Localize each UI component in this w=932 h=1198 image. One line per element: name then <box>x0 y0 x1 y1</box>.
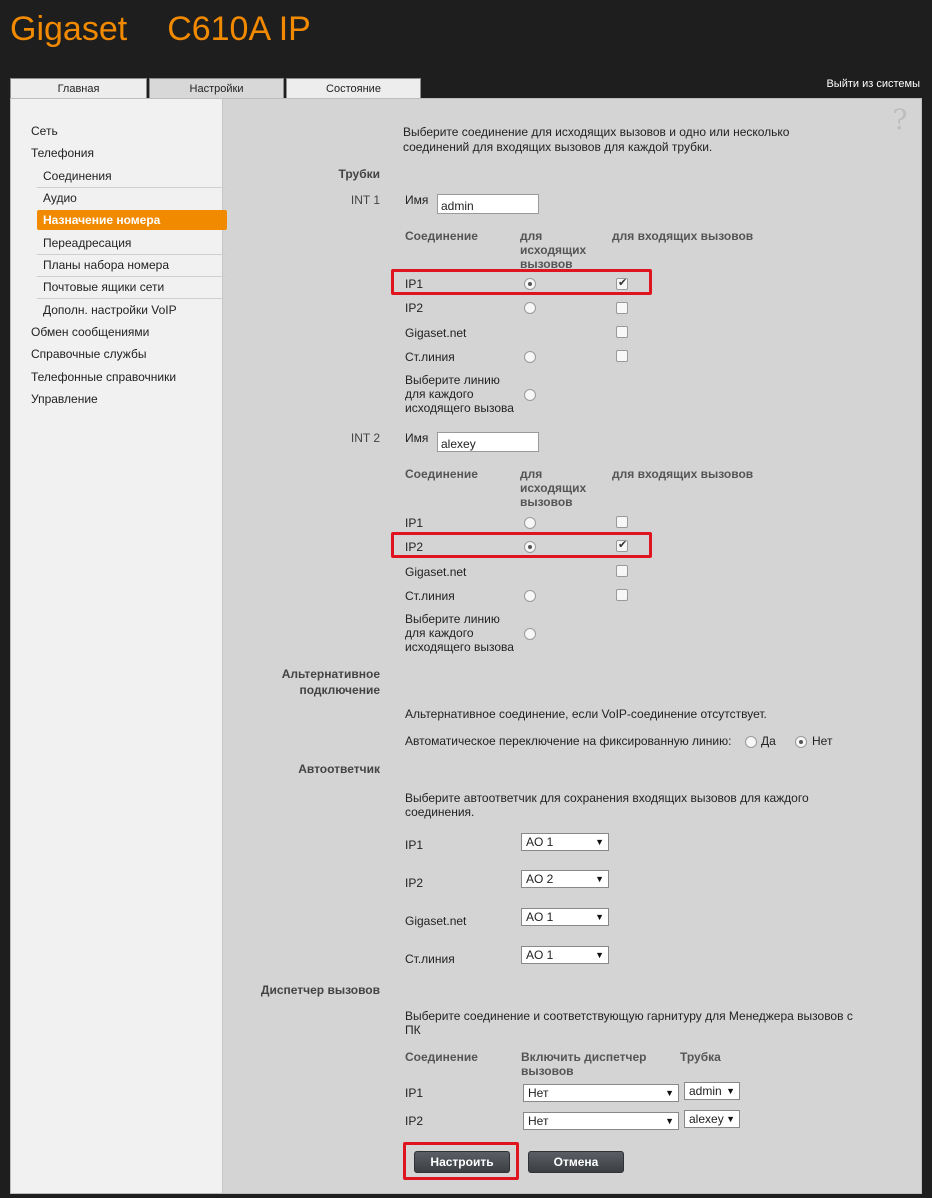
col-outgoing-header-line: для <box>520 229 543 243</box>
cm-col-enable-line: вызовов <box>521 1064 574 1078</box>
section-alternative-connection <box>223 666 380 698</box>
sidebar-item-forwarding[interactable]: Переадресация <box>43 236 132 250</box>
conn-label-ip1: IP1 <box>405 516 424 530</box>
cm-ip2-handset-value: alexey <box>689 1112 724 1126</box>
am-ip1-value: AO 1 <box>526 835 554 849</box>
brand-name: Gigaset <box>10 10 128 48</box>
conn-label-ip1: IP1 <box>405 277 424 291</box>
int2-ip1-incoming-checkbox[interactable] <box>616 516 628 528</box>
sidebar-item-management[interactable]: Управление <box>31 392 98 406</box>
sidebar-item-network-mailboxes[interactable]: Почтовые ящики сети <box>43 280 165 294</box>
am-fixedline-select[interactable] <box>521 946 609 964</box>
sidebar-item-network[interactable]: Сеть <box>31 124 58 138</box>
tab-status[interactable]: Состояние <box>286 78 421 98</box>
cm-conn-ip2: IP2 <box>405 1114 424 1128</box>
nav-divider <box>37 298 227 299</box>
int2-ip1-outgoing-radio[interactable] <box>524 517 536 529</box>
am-conn-ip2: IP2 <box>405 876 424 890</box>
cm-conn-ip1: IP1 <box>405 1086 424 1100</box>
conn-label-fixed-line: Ст.линия <box>405 589 455 603</box>
cm-ip1-enable-select[interactable] <box>523 1084 679 1102</box>
chevron-down-icon: ▼ <box>595 950 604 960</box>
int1-fixedline-incoming-checkbox[interactable] <box>616 350 628 362</box>
conn-label-gigaset-net: Gigaset.net <box>405 326 467 340</box>
col-outgoing-header <box>520 467 586 509</box>
cm-ip1-handset-value: admin <box>689 1084 722 1098</box>
select-line-text-line: Выберите линию <box>405 373 500 387</box>
conn-label-ip2: IP2 <box>405 301 424 315</box>
int2-gigasetnet-incoming-checkbox[interactable] <box>616 565 628 577</box>
sidebar <box>11 99 223 1193</box>
conn-label-ip2: IP2 <box>405 540 424 554</box>
sidebar-item-messaging[interactable]: Обмен сообщениями <box>31 325 150 339</box>
select-line-text-line: для каждого <box>405 387 474 401</box>
col-outgoing-header-line: исходящих <box>520 243 587 257</box>
section-alternative-line: Альтернативное <box>281 667 380 681</box>
cm-col-connection: Соединение <box>405 1050 478 1064</box>
section-alternative-line: подключение <box>299 683 380 697</box>
section-handsets: Трубки <box>338 167 380 181</box>
cm-ip1-enable-value: Нет <box>528 1086 549 1100</box>
alt-description: Альтернативное соединение, если VoIP-соединение отсутствует. <box>405 707 767 721</box>
name-label: Имя <box>405 431 429 445</box>
highlight-box <box>391 269 652 295</box>
sidebar-item-info-services[interactable]: Справочные службы <box>31 347 147 361</box>
alt-auto-switch-label: Автоматическое переключение на фиксированную линию: <box>405 734 732 748</box>
content-area <box>223 99 921 1193</box>
chevron-down-icon: ▼ <box>726 1086 735 1096</box>
chevron-down-icon: ▼ <box>595 837 604 847</box>
col-incoming-header: для входящих вызовов <box>612 467 754 481</box>
cm-description: Выберите соединение и соответствующую гарнитуру для Менеджера вызовов с <box>405 1009 853 1023</box>
chevron-down-icon: ▼ <box>665 1116 674 1126</box>
chevron-down-icon: ▼ <box>595 912 604 922</box>
cm-description: ПК <box>405 1023 421 1037</box>
int2-select-line-radio[interactable] <box>524 628 536 640</box>
section-call-manager: Диспетчер вызовов <box>260 983 380 997</box>
cm-ip1-handset-select[interactable] <box>684 1082 740 1100</box>
chevron-down-icon: ▼ <box>726 1114 735 1124</box>
logout-link[interactable]: Выйти из системы <box>826 78 920 90</box>
am-conn-ip1: IP1 <box>405 838 424 852</box>
int1-select-line-radio[interactable] <box>524 389 536 401</box>
alt-yes-label: Да <box>761 734 776 748</box>
tab-settings[interactable]: Настройки <box>149 78 284 100</box>
brand-logo <box>10 10 311 52</box>
alt-no-label: Нет <box>812 734 833 748</box>
chevron-down-icon: ▼ <box>595 874 604 884</box>
intro-text: соединений для входящих вызовов для каждой трубки. <box>403 140 713 154</box>
sidebar-item-audio[interactable]: Аудио <box>43 191 77 205</box>
col-outgoing-header-line: исходящих <box>520 481 587 495</box>
apply-button[interactable]: Настроить <box>414 1151 510 1173</box>
name-label: Имя <box>405 193 429 207</box>
am-conn-fixed-line: Ст.линия <box>405 952 455 966</box>
int2-fixedline-outgoing-radio[interactable] <box>524 590 536 602</box>
am-gigasetnet-value: AO 1 <box>526 910 554 924</box>
col-outgoing-header <box>520 229 586 271</box>
conn-label-fixed-line: Ст.линия <box>405 350 455 364</box>
col-outgoing-header-line: вызовов <box>520 257 573 271</box>
cancel-button[interactable]: Отмена <box>528 1151 624 1173</box>
cm-ip2-handset-select[interactable] <box>684 1110 740 1128</box>
cm-ip2-enable-value: Нет <box>528 1114 549 1128</box>
handset-int2-name-input[interactable] <box>437 432 539 452</box>
int1-ip2-incoming-checkbox[interactable] <box>616 302 628 314</box>
highlight-box <box>403 1142 519 1180</box>
sidebar-item-dial-plans[interactable]: Планы набора номера <box>43 258 169 272</box>
handset-int2-label: INT 2 <box>350 431 380 445</box>
int2-fixedline-incoming-checkbox[interactable] <box>616 589 628 601</box>
cm-col-handset: Трубка <box>680 1050 721 1064</box>
am-conn-gigaset-net: Gigaset.net <box>405 914 467 928</box>
tab-home[interactable]: Главная <box>10 78 147 98</box>
am-fixedline-value: AO 1 <box>526 948 554 962</box>
alt-no-radio[interactable] <box>795 736 807 748</box>
handset-int1-label: INT 1 <box>350 193 380 207</box>
help-icon[interactable]: ? <box>892 103 908 136</box>
select-line-text-line: Выберите линию <box>405 612 500 626</box>
col-incoming-header: для входящих вызовов <box>612 229 754 243</box>
main-frame <box>10 98 922 1194</box>
am-ip2-select[interactable] <box>521 870 609 888</box>
cm-col-enable-line: Включить диспетчер <box>521 1050 647 1064</box>
sidebar-item-telephony[interactable]: Телефония <box>31 146 94 160</box>
cm-ip2-enable-select[interactable] <box>523 1112 679 1130</box>
conn-label-gigaset-net: Gigaset.net <box>405 565 467 579</box>
col-connection-header: Соединение <box>405 467 478 481</box>
select-line-text-line: исходящего вызова <box>405 640 514 654</box>
sidebar-item-number-assignment[interactable]: Назначение номера <box>37 210 227 230</box>
cm-col-enable <box>521 1050 646 1078</box>
am-ip2-value: AO 2 <box>526 872 554 886</box>
select-line-text <box>405 373 514 415</box>
select-line-text-line: для каждого <box>405 626 474 640</box>
int1-fixedline-outgoing-radio[interactable] <box>524 351 536 363</box>
sidebar-item-directories[interactable]: Телефонные справочники <box>31 370 177 384</box>
int1-gigasetnet-incoming-checkbox[interactable] <box>616 326 628 338</box>
col-outgoing-header-line: для <box>520 467 543 481</box>
section-answering-machine: Автоответчик <box>298 762 380 776</box>
intro-text: Выберите соединение для исходящих вызовов и одно или несколько <box>403 125 790 139</box>
highlight-box <box>391 532 652 558</box>
sidebar-item-connections[interactable]: Соединения <box>43 169 112 183</box>
am-gigasetnet-select[interactable] <box>521 908 609 926</box>
int1-ip2-outgoing-radio[interactable] <box>524 302 536 314</box>
am-description: Выберите автоответчик для сохранения входящих вызовов для каждого <box>405 791 809 805</box>
col-connection-header: Соединение <box>405 229 478 243</box>
chevron-down-icon: ▼ <box>665 1088 674 1098</box>
am-description: соединения. <box>405 805 475 819</box>
am-ip1-select[interactable] <box>521 833 609 851</box>
brand-model: C610A IP <box>167 10 311 48</box>
select-line-text-line: исходящего вызова <box>405 401 514 415</box>
alt-yes-radio[interactable] <box>745 736 757 748</box>
col-outgoing-header-line: вызовов <box>520 495 573 509</box>
select-line-text <box>405 612 514 654</box>
sidebar-item-voip-advanced[interactable]: Дополн. настройки VoIP <box>43 303 177 317</box>
handset-int1-name-input[interactable] <box>437 194 539 214</box>
